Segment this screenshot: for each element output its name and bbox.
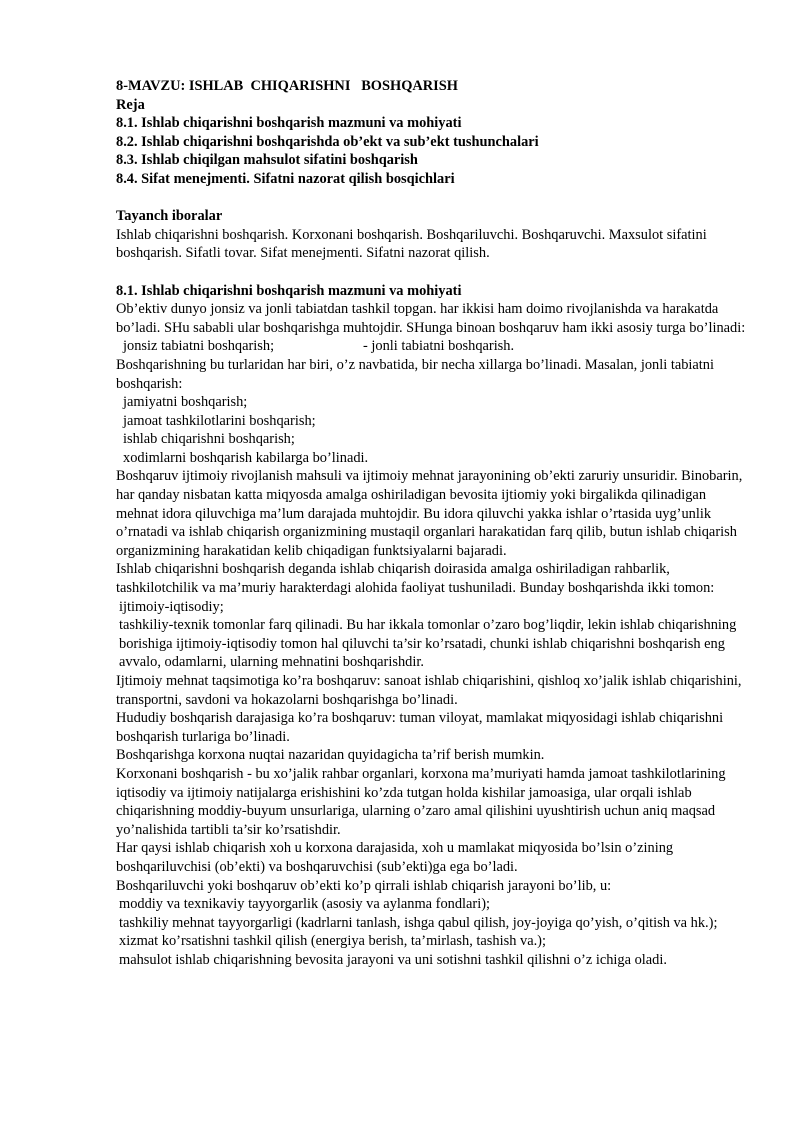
paragraph: Boshqarishning bu turlaridan har biri, o’z navbatida, bir necha xillarga bo’linadi. Masalan, jonli tabiatni boshqarish: [116,356,714,392]
plan-item: 8.1. Ishlab chiqarishni boshqarish mazmuni va mohiyati [116,115,462,132]
plan-item: 8.3. Ishlab chiqilgan mahsulot sifatini boshqarish [116,152,418,169]
paragraph: Korxonani boshqarish - bu xo’jalik rahbar organlari, korxona ma’muriyati hamda jamoat tashkilotlarining iqtisodiy va ijtimoiy natijalarga erishishini ko’zda tutgan holda kishilar jamoasiga, ular orqali ishlab chiqarishning moddiy-buyum unsurlariga, ularning o’zaro amal qilishini uyushtirish uchun aniq maqsad yo’nalishida tartibli ta’sir ko’rsatishdir. [116,765,726,838]
list-item: - jonli tabiatni boshqarish. [363,338,515,355]
section-heading: 8.1. Ishlab chiqarishni boshqarish mazmuni va mohiyati [116,282,462,299]
keywords-heading: Tayanch iboralar [116,208,223,225]
paragraph: Boshqaruv ijtimoiy rivojlanish mahsuli va ijtimoiy mehnat jarayonining ob’ekti zaruriy unsuridir. Binobarin, har qanday nisbatan katta miqyosda amalga oshiriladigan bevosita ijtiomiy yoki birgalikda qilinadigan mehnat idora qiluvchiga ma’lum darajada muhtojdir. Bu idora qiluvchi yakka ishlar o’rtasida uyg’unlik o’rnatadi va ishlab chiqarish organizmining mustaqil organlari harakatidan farq qilib, butun ishlab chiqarish organizmining harakatidan kelib chiqadigan funktsiyalarni bajaradi. [116,468,743,559]
paragraph: Ob’ektiv dunyo jonsiz va jonli tabiatdan tashkil topgan. har ikkisi ham doimo rivojlanishda va harakatda bo’ladi. SHu sababli ular boshqarishga muhtojdir. SHunga binoan boshqaruv ham ikki asosiy turga bo’linadi: [116,301,746,336]
list-item: jamoat tashkilotlarini boshqarish; [123,412,316,429]
list-item: ijtimoiy-iqtisodiy; [119,598,224,615]
list-item: tashkiliy mehnat tayyorgarligi (kadrlarni tanlash, ishga qabul qilish, joy-joyiga qo’yish, o’qitish va hk.); [119,914,718,931]
spacer [116,263,746,282]
document-title: 8-MAVZU: ISHLAB CHIQARISHNI BOSHQARISH [116,78,458,94]
list-item: tashkiliy-texnik tomonlar farq qilinadi. Bu har ikkala tomonlar o’zaro bog’liqdir, lekin ishlab chiqarishning borishiga ijtimoiy-iqtisodiy tomon hal qiluvchi ta’sir ko’rsatadi, chunki ishlab chiqarishni boshqarish eng avvalo, odamlarni, ularning mehnatini boshqarishdir. [119,617,737,671]
paragraph: Ishlab chiqarishni boshqarish deganda ishlab chiqarish doirasida amalga oshiriladigan rahbarlik, tashkilotchilik va ma’muriy harakterdagi alohida faoliyat tushuniladi. Bunday boshqarishda ikki tomon: [116,561,715,597]
document-page [116,77,746,970]
list-item: jonsiz tabiatni boshqarish; [123,338,275,355]
list-item: ishlab chiqarishni boshqarish; [123,431,295,448]
two-column-line [116,337,746,356]
list-item: xizmat ko’rsatishni tashkil qilish (energiya berish, ta’mirlash, tashish va.); [119,933,546,950]
plan-heading: Reja [116,96,145,113]
spacer [116,189,746,208]
keywords-text: Ishlab chiqarishni boshqarish. Korxonani boshqarish. Boshqariluvchi. Boshqaruvchi. Maxsulot sifatini boshqarish. Sifatli tovar. Sifat menejmenti. Sifatni nazorat qilish. [116,226,707,262]
plan-item: 8.4. Sifat menejmenti. Sifatni nazorat qilish bosqichlari [116,170,455,187]
list-item: moddiy va texnikaviy tayyorgarlik (asosiy va aylanma fondlari); [119,896,490,913]
plan-item: 8.2. Ishlab chiqarishni boshqarishda ob’ekt va sub’ekt tushunchalari [116,133,539,150]
paragraph: Boshqarishga korxona nuqtai nazaridan quyidagicha ta’rif berish mumkin. [116,747,545,764]
list-item: mahsulot ishlab chiqarishning bevosita jarayoni va uni sotishni tashkil qilishni o’z ichiga oladi. [119,951,667,968]
paragraph: Ijtimoiy mehnat taqsimotiga ko’ra boshqaruv: sanoat ishlab chiqarishini, qishloq xo’jalik ishlab chiqarishini, transportni, savdoni va hokazolarni boshqarishga bo’linadi. [116,673,742,708]
paragraph: Boshqariluvchi yoki boshqaruv ob’ekti ko’p qirrali ishlab chiqarish jarayoni bo’lib, u: [116,877,612,894]
list-item: jamiyatni boshqarish; [123,394,248,411]
paragraph: Har qaysi ishlab chiqarish xoh u korxona darajasida, xoh u mamlakat miqyosida bo’lsin o’zining boshqariluvchisi (ob’ekti) va boshqaruvchisi (sub’ekti)ga ega bo’ladi. [116,840,674,875]
list-item: xodimlarni boshqarish kabilarga bo’linadi. [123,449,369,466]
paragraph: Hududiy boshqarish darajasiga ko’ra boshqaruv: tuman viloyat, mamlakat miqyosidagi ishlab chiqarishni boshqarish turlariga bo’linadi. [116,710,724,745]
